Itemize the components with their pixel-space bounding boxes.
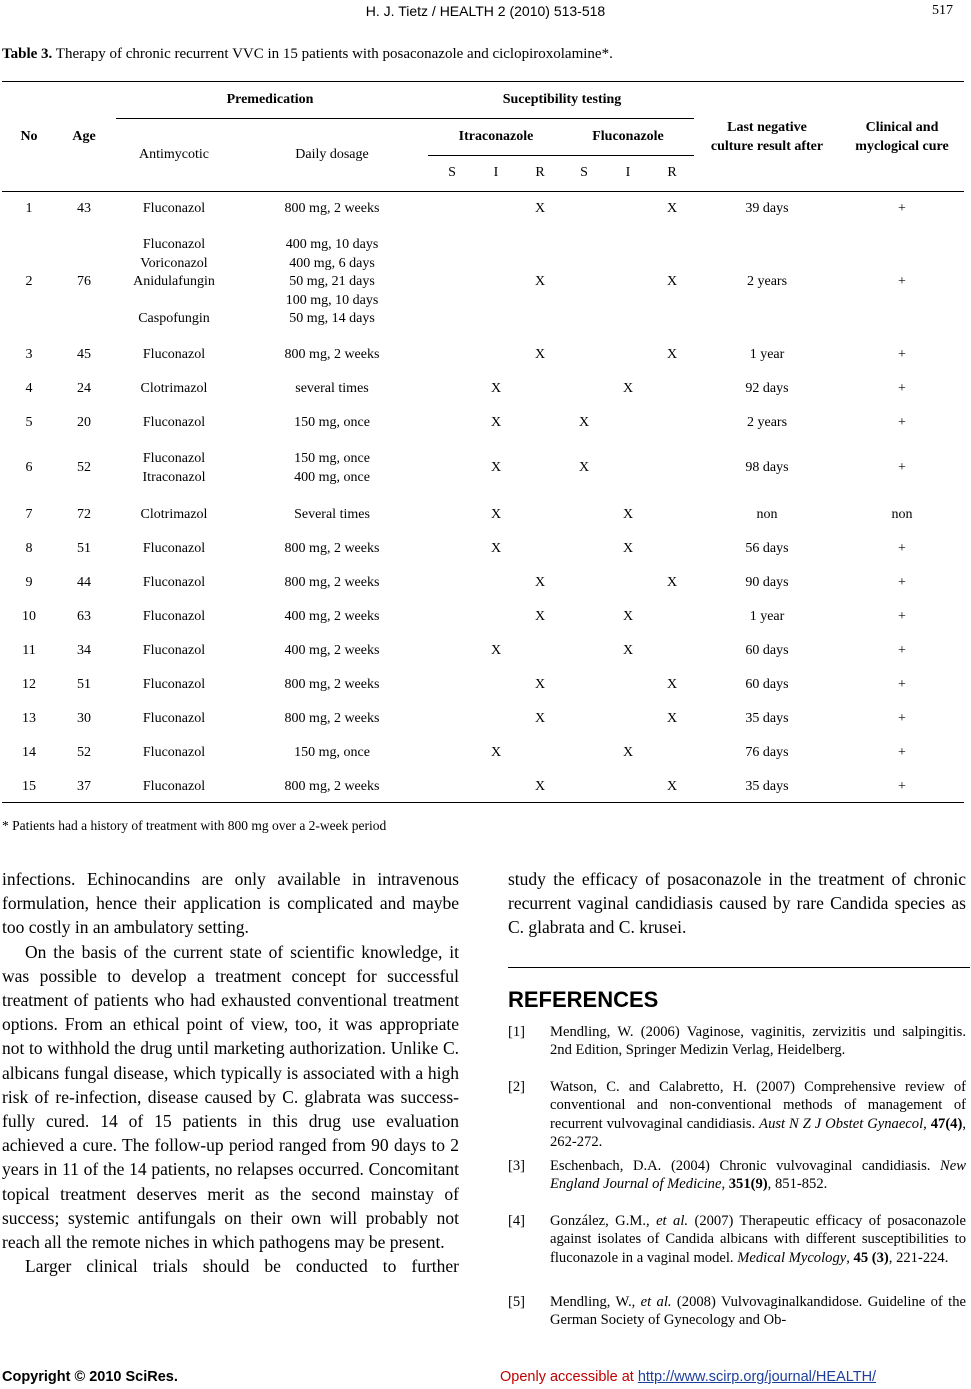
cell-itraconazole-mark: X [534, 677, 546, 692]
cell-antimycotic: Fluconazol [142, 347, 206, 362]
cell-fluconazole-mark: X [666, 575, 678, 590]
cell-age: 44 [77, 575, 91, 590]
references-heading: REFERENCES [508, 987, 659, 1012]
cell-age: 72 [77, 507, 91, 522]
cell-last-negative: 2 years [746, 415, 788, 430]
cell-cure: + [898, 643, 906, 658]
header-subrule-2 [428, 155, 694, 156]
cell-last-negative: non [756, 507, 778, 522]
cell-age: 63 [77, 609, 91, 624]
paragraph: Larger clinical trials should be conducted to further [25, 1256, 459, 1277]
cell-antimycotic: Fluconazol Voriconazol Anidulafungin Caspofungin [133, 237, 215, 326]
cell-dosage: 800 mg, 2 weeks [284, 677, 380, 692]
cell-cure: + [898, 677, 906, 692]
cell-itraconazole-mark: X [490, 381, 502, 396]
cell-last-negative: 1 year [749, 347, 785, 362]
paragraph: On the basis of the current state of scientific knowledge, it was possible to develop a treatment concept for successful treatment of patients who had exhausted conventional treatment options. From an ethical point of view, too, it was appropriate not to withhold the drug until marketing authorization. Unlike C. albicans fungal disease, which typically is associated with a high risk of re-infection, disease caused by C. glabrata was successfully cured. 14 of 15 patients in this drug use evaluation achieved a cure. The follow-up period ranged from 90 days to 2 years in 11 of the 14 patients, no relapses occurred. Concomitant topical treatment deserves merit as the second mainstay of success; systemic antifungals on their own will probably not reach all the remote niches in which pathogens may be present. [2, 941, 459, 1253]
header-itra-r: R [535, 165, 545, 180]
cell-fluconazole-mark: X [666, 711, 678, 726]
cell-last-negative: 35 days [745, 779, 789, 794]
cell-no: 1 [25, 201, 33, 216]
cell-no: 12 [22, 677, 36, 692]
cell-itraconazole-mark: X [534, 711, 546, 726]
table-bottom-rule [2, 802, 964, 803]
cell-dosage: 150 mg, once [294, 745, 370, 760]
cell-fluconazole-mark: X [622, 643, 634, 658]
cell-last-negative: 76 days [745, 745, 789, 760]
table-caption-text: Therapy of chronic recurrent VVC in 15 patients with posaconazole and ciclopiroxolamine*. [52, 46, 613, 62]
header-bottom-rule [2, 191, 964, 192]
cell-itraconazole-mark: X [534, 201, 546, 216]
paragraph: study the efficacy of posaconazole in the treatment of chronic recurrent vaginal candidiasis caused by rare Candida species as C. glabrata and C. krusei. [508, 869, 966, 938]
cell-no: 6 [25, 460, 33, 476]
cell-no: 8 [25, 541, 33, 556]
cell-fluconazole-mark: X [622, 609, 634, 624]
cell-no: 5 [25, 415, 33, 430]
cell-last-negative: 90 days [745, 575, 789, 590]
cell-dosage: 800 mg, 2 weeks [284, 575, 380, 590]
header-no: No [20, 129, 38, 144]
cell-no: 2 [25, 274, 33, 289]
cell-cure: + [898, 609, 906, 624]
cell-dosage: 800 mg, 2 weeks [284, 711, 380, 726]
cell-age: 52 [77, 745, 91, 760]
cell-antimycotic: Fluconazol [142, 541, 206, 556]
cell-last-negative: 60 days [745, 677, 789, 692]
cell-dosage: 150 mg, once [294, 415, 370, 430]
cell-cure: + [898, 541, 906, 556]
header-cure: Clinical and myclogical cure [855, 120, 949, 154]
cell-dosage: 800 mg, 2 weeks [284, 541, 380, 556]
cell-no: 10 [22, 609, 36, 624]
cell-last-negative: 60 days [745, 643, 789, 658]
cell-itraconazole-mark: X [534, 575, 546, 590]
cell-itraconazole-mark: X [490, 541, 502, 556]
cell-dosage: 800 mg, 2 weeks [284, 347, 380, 362]
cell-last-negative: 92 days [745, 381, 789, 396]
cell-antimycotic: Fluconazol [142, 711, 206, 726]
cell-fluconazole-mark: X [622, 381, 634, 396]
cell-itraconazole-mark: X [534, 347, 546, 362]
cell-fluconazole-mark: X [578, 415, 590, 430]
header-daily-dosage: Daily dosage [295, 147, 369, 162]
cell-no: 14 [22, 745, 36, 760]
cell-itraconazole-mark: X [534, 274, 546, 289]
cell-itraconazole-mark: X [490, 507, 502, 522]
header-itra-s: S [448, 165, 456, 180]
cell-fluconazole-mark: X [622, 507, 634, 522]
cell-last-negative: 98 days [745, 460, 789, 476]
cell-age: 30 [77, 711, 91, 726]
reference-item: [4] González, G.M., et al. (2007) Therapeutic efficacy of posaconazole against isolates of Candida albicans with different susceptibilities to fluconazole in a vaginal model. Medical Mycology, 45 (3), 221-224. [508, 1213, 966, 1266]
cell-antimycotic: Clotrimazol [140, 381, 208, 396]
cell-no: 13 [22, 711, 36, 726]
cell-itraconazole-mark: X [534, 609, 546, 624]
cell-cure: + [898, 779, 906, 794]
cell-dosage: 400 mg, 2 weeks [284, 643, 380, 658]
cell-dosage: 800 mg, 2 weeks [284, 779, 380, 794]
cell-itraconazole-mark: X [534, 779, 546, 794]
cell-cure: + [898, 415, 906, 430]
cell-fluconazole-mark: X [666, 779, 678, 794]
reference-item: [3] Eschenbach, D.A. (2004) Chronic vulvovaginal candidiasis. New England Journal of Medicine, 351(9), 851-852. [508, 1158, 966, 1193]
cell-no: 4 [25, 381, 33, 396]
cell-last-negative: 39 days [745, 201, 789, 216]
cell-age: 37 [77, 779, 91, 794]
reference-item: [2] Watson, C. and Calabretto, H. (2007) Comprehensive review of conventional and non-conventional methods of management of recurrent vulvovaginal candidiasis. Aust N Z J Obstet Gynaecol, 47(4), 262-272. [508, 1079, 966, 1150]
cell-last-negative: 56 days [745, 541, 789, 556]
cell-antimycotic: Fluconazol [142, 609, 206, 624]
header-flu-i: I [625, 165, 631, 180]
cell-no: 11 [22, 643, 36, 658]
cell-last-negative: 2 years [746, 274, 788, 289]
header-age: Age [72, 129, 96, 144]
header-last-negative: Last negative culture result after [710, 120, 824, 154]
cell-cure: + [898, 460, 906, 476]
header-susceptibility: Suceptibility testing [502, 92, 622, 107]
cell-fluconazole-mark: X [622, 541, 634, 556]
cell-no: 3 [25, 347, 33, 362]
cell-fluconazole-mark: X [666, 201, 678, 216]
header-antimycotic: Antimycotic [139, 147, 209, 162]
cell-age: 43 [77, 201, 91, 216]
cell-itraconazole-mark: X [490, 460, 502, 476]
cell-antimycotic: Fluconazol [142, 745, 206, 760]
page-number: 517 [932, 3, 953, 18]
cell-cure: + [898, 201, 906, 216]
footer-access: Openly accessible at http://www.scirp.org/journal/HEALTH/ [500, 1369, 877, 1385]
cell-cure: + [898, 347, 906, 362]
cell-itraconazole-mark: X [490, 643, 502, 658]
footer-copyright: Copyright © 2010 SciRes. [2, 1369, 178, 1385]
cell-antimycotic: Fluconazol Itraconazol [142, 451, 206, 485]
cell-antimycotic: Fluconazol [142, 779, 206, 794]
cell-dosage: 800 mg, 2 weeks [284, 201, 380, 216]
cell-last-negative: 1 year [749, 609, 785, 624]
running-title: H. J. Tietz / HEALTH 2 (2010) 513-518 [365, 3, 606, 19]
cell-antimycotic: Clotrimazol [140, 507, 208, 522]
cell-cure: + [898, 274, 906, 289]
header-subrule [116, 118, 694, 119]
table-caption [2, 46, 613, 63]
cell-age: 52 [77, 460, 91, 476]
header-premedication: Premedication [226, 92, 314, 107]
cell-cure: + [898, 745, 906, 760]
cell-age: 51 [77, 677, 91, 692]
cell-dosage: several times [295, 381, 369, 396]
header-flu-s: S [580, 165, 588, 180]
header-itraconazole: Itraconazole [458, 129, 534, 144]
cell-itraconazole-mark: X [490, 745, 502, 760]
cell-dosage: 400 mg, 2 weeks [284, 609, 380, 624]
cell-age: 20 [77, 415, 91, 430]
cell-cure: + [898, 711, 906, 726]
cell-dosage: 150 mg, once 400 mg, once [294, 451, 370, 485]
cell-cure: + [898, 575, 906, 590]
cell-no: 15 [22, 779, 36, 794]
table-footnote: * Patients had a history of treatment with 800 mg over a 2-week period [2, 818, 387, 833]
header-fluconazole: Fluconazole [592, 129, 664, 144]
cell-fluconazole-mark: X [666, 347, 678, 362]
cell-age: 76 [77, 274, 91, 289]
table-top-rule [2, 81, 964, 82]
cell-cure: non [891, 507, 913, 522]
cell-last-negative: 35 days [745, 711, 789, 726]
paragraph: infections. Echinocandins are only available in intravenous formulation, hence their application is complicated and maybe too costly in an ambulatory setting. [2, 869, 459, 938]
journal-link[interactable]: http://www.scirp.org/journal/HEALTH/ [637, 1369, 877, 1385]
cell-dosage: 400 mg, 10 days 400 mg, 6 days 50 mg, 21 days 100 mg, 10 days 50 mg, 14 days [285, 237, 379, 326]
cell-age: 34 [77, 643, 91, 658]
cell-no: 7 [25, 507, 33, 522]
header-flu-r: R [667, 165, 677, 180]
cell-age: 24 [77, 381, 91, 396]
cell-fluconazole-mark: X [666, 274, 678, 289]
right-column [508, 867, 966, 940]
cell-fluconazole-mark: X [622, 745, 634, 760]
left-column [2, 867, 459, 1278]
cell-age: 51 [77, 541, 91, 556]
table-label: Table 3. [2, 46, 53, 62]
reference-item: [5] Mendling, W., et al. (2008) Vulvovaginalkandidose. Guideline of the German Society of Gynecology and Ob- [508, 1294, 966, 1329]
cell-antimycotic: Fluconazol [142, 643, 206, 658]
cell-dosage: Several times [294, 507, 370, 522]
cell-fluconazole-mark: X [578, 460, 590, 476]
cell-antimycotic: Fluconazol [142, 677, 206, 692]
cell-antimycotic: Fluconazol [142, 575, 206, 590]
references-divider [508, 967, 970, 968]
header-itra-i: I [493, 165, 499, 180]
cell-antimycotic: Fluconazol [142, 415, 206, 430]
cell-age: 45 [77, 347, 91, 362]
cell-itraconazole-mark: X [490, 415, 502, 430]
reference-item: [1] Mendling, W. (2006) Vaginose, vaginitis, zervizitis und salpingitis. 2nd Edition, Springer Medizin Verlag, Heidelberg. [508, 1024, 966, 1059]
cell-no: 9 [25, 575, 33, 590]
cell-fluconazole-mark: X [666, 677, 678, 692]
cell-cure: + [898, 381, 906, 396]
cell-antimycotic: Fluconazol [142, 201, 206, 216]
